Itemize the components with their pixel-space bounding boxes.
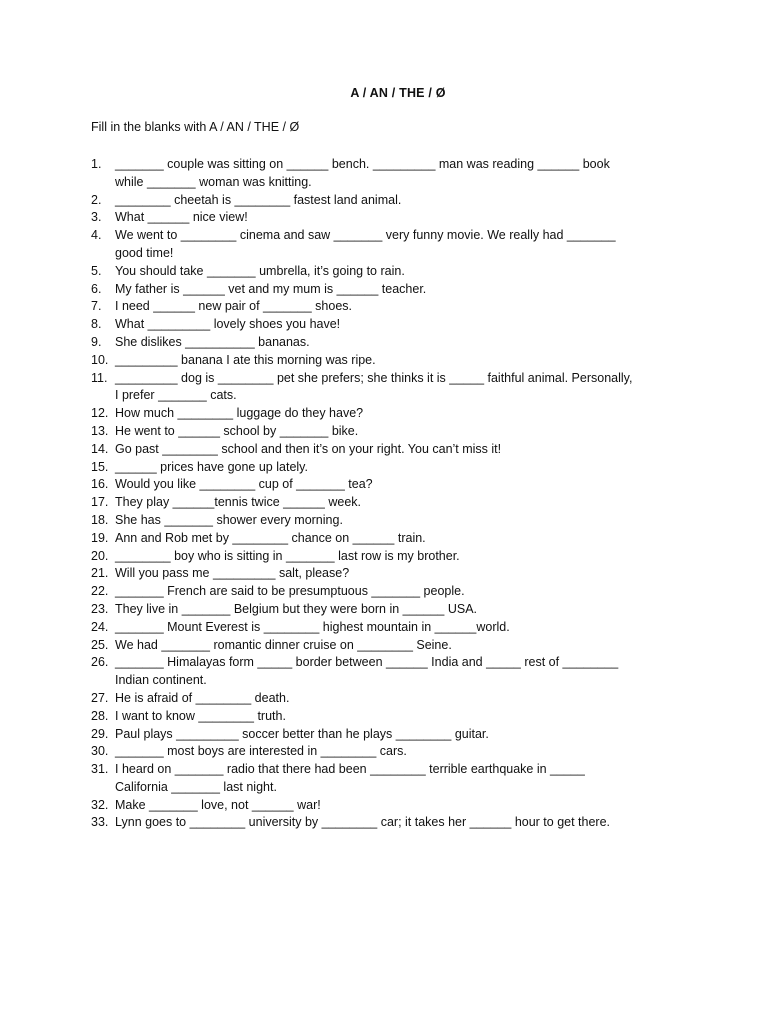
exercise-number: 2. — [91, 192, 102, 207]
exercise-number: 10. — [91, 352, 109, 367]
exercise-sentence: _______ most boys are interested in ________ cars. — [115, 744, 407, 759]
exercise-item — [91, 743, 711, 761]
exercise-sentence: _________ dog is ________ pet she prefers; she thinks it is _____ faithful animal. Personally, I prefer _______ cats. — [115, 370, 633, 403]
exercise-number: 20. — [91, 548, 109, 563]
exercise-number: 17. — [91, 495, 109, 510]
exercise-number: 15. — [91, 459, 109, 474]
exercise-sentence: What ______ nice view! — [115, 210, 248, 225]
exercise-sentence: We went to ________ cinema and saw _______ very funny movie. We really had _______ good time! — [115, 228, 616, 260]
exercise-item — [91, 352, 711, 370]
exercise-item — [91, 263, 711, 281]
exercise-item — [91, 512, 711, 530]
exercise-item — [91, 708, 711, 726]
exercise-number: 26. — [91, 655, 109, 670]
exercise-item — [91, 192, 711, 210]
exercise-number: 27. — [91, 690, 109, 705]
exercise-sentence: She dislikes __________ bananas. — [115, 334, 310, 349]
exercise-sentence: She has _______ shower every morning. — [115, 512, 343, 527]
exercise-sentence: I need ______ new pair of _______ shoes. — [115, 299, 352, 314]
exercise-item — [91, 298, 711, 316]
exercise-sentence: _________ banana I ate this morning was ripe. — [115, 352, 376, 367]
exercise-item — [91, 370, 711, 406]
exercise-number: 22. — [91, 584, 109, 599]
exercise-number: 28. — [91, 708, 109, 723]
exercise-number: 14. — [91, 441, 109, 456]
exercise-sentence: ________ cheetah is ________ fastest land animal. — [115, 192, 402, 207]
exercise-number: 23. — [91, 601, 109, 616]
exercise-number: 29. — [91, 726, 109, 741]
exercise-item — [91, 814, 711, 832]
exercise-item — [91, 227, 711, 263]
exercise-item — [91, 619, 711, 637]
exercise-number: 31. — [91, 762, 109, 777]
exercise-item — [91, 601, 711, 619]
exercise-sentence: What _________ lovely shoes you have! — [115, 317, 341, 332]
exercise-number: 33. — [91, 815, 109, 830]
exercise-sentence: You should take _______ umbrella, it’s going to rain. — [115, 263, 405, 278]
exercise-sentence: He is afraid of ________ death. — [115, 690, 290, 705]
exercise-sentence: Would you like ________ cup of _______ tea? — [115, 477, 373, 492]
exercise-sentence: Lynn goes to ________ university by ________ car; it takes her ______ hour to get there. — [115, 815, 611, 830]
exercise-number: 13. — [91, 423, 109, 438]
exercise-sentence: Go past ________ school and then it’s on your right. You can’t miss it! — [115, 441, 502, 456]
exercise-number: 30. — [91, 744, 109, 759]
exercise-number: 11. — [91, 370, 108, 385]
exercise-item — [91, 405, 711, 423]
exercise-item — [91, 654, 711, 690]
exercise-number: 6. — [91, 281, 102, 296]
exercise-item — [91, 726, 711, 744]
exercise-number: 21. — [91, 566, 109, 581]
exercise-item — [91, 761, 711, 797]
exercise-sentence: Will you pass me _________ salt, please? — [115, 566, 350, 581]
exercise-sentence: _______ Himalayas form _____ border between ______ India and _____ rest of ________ Indian continent. — [115, 655, 619, 688]
exercise-item — [91, 334, 711, 352]
exercise-sentence: ________ boy who is sitting in _______ last row is my brother. — [115, 548, 460, 563]
exercise-number: 19. — [91, 530, 109, 545]
exercise-sentence: _______ French are said to be presumptuous _______ people. — [115, 584, 465, 599]
exercise-list — [91, 156, 711, 832]
exercise-item — [91, 281, 711, 299]
exercise-number: 3. — [91, 210, 102, 225]
exercise-item — [91, 476, 711, 494]
exercise-item — [91, 797, 711, 815]
exercise-number: 4. — [91, 228, 102, 243]
exercise-number: 1. — [91, 157, 102, 171]
exercise-number: 12. — [91, 406, 109, 421]
exercise-number: 18. — [91, 512, 109, 527]
exercise-sentence: _______ couple was sitting on ______ bench. _________ man was reading ______ book while _______ woman was knitting. — [115, 157, 610, 189]
exercise-sentence: I want to know ________ truth. — [115, 708, 286, 723]
exercise-item — [91, 690, 711, 708]
exercise-item — [91, 548, 711, 566]
exercise-number: 5. — [91, 263, 102, 278]
exercise-sentence: I heard on _______ radio that there had been ________ terrible earthquake in _____ California _______ last night. — [115, 762, 585, 794]
exercise-sentence: Ann and Rob met by ________ chance on ______ train. — [115, 530, 426, 545]
exercise-number: 16. — [91, 477, 109, 492]
exercise-item — [91, 423, 711, 441]
exercise-number: 24. — [91, 619, 109, 634]
instruction-text: Fill in the blanks with A / AN / THE / Ø — [91, 120, 300, 134]
exercise-sentence: Paul plays _________ soccer better than he plays ________ guitar. — [115, 726, 489, 741]
exercise-number: 32. — [91, 797, 109, 812]
exercise-item — [91, 530, 711, 548]
exercise-item — [91, 209, 711, 227]
exercise-sentence: They live in _______ Belgium but they were born in ______ USA. — [115, 601, 478, 616]
exercise-sentence: My father is ______ vet and my mum is ______ teacher. — [115, 281, 427, 296]
exercise-number: 7. — [91, 299, 102, 314]
exercise-number: 25. — [91, 637, 109, 652]
exercise-number: 9. — [91, 334, 102, 349]
exercise-number: 8. — [91, 317, 102, 332]
exercise-item — [91, 156, 711, 192]
page-title: A / AN / THE / Ø — [350, 86, 446, 100]
exercise-sentence: They play ______tennis twice ______ week. — [115, 495, 361, 510]
exercise-item — [91, 494, 711, 512]
exercise-sentence: He went to ______ school by _______ bike. — [115, 423, 359, 438]
exercise-sentence: ______ prices have gone up lately. — [115, 459, 308, 474]
exercise-item — [91, 637, 711, 655]
exercise-item — [91, 441, 711, 459]
exercise-sentence: _______ Mount Everest is ________ highest mountain in ______world. — [115, 619, 510, 634]
exercise-item — [91, 565, 711, 583]
exercise-item — [91, 583, 711, 601]
exercise-sentence: We had _______ romantic dinner cruise on ________ Seine. — [115, 637, 452, 652]
exercise-item — [91, 316, 711, 334]
exercise-item — [91, 459, 711, 477]
exercise-sentence: How much ________ luggage do they have? — [115, 406, 364, 421]
exercise-sentence: Make _______ love, not ______ war! — [115, 797, 321, 812]
